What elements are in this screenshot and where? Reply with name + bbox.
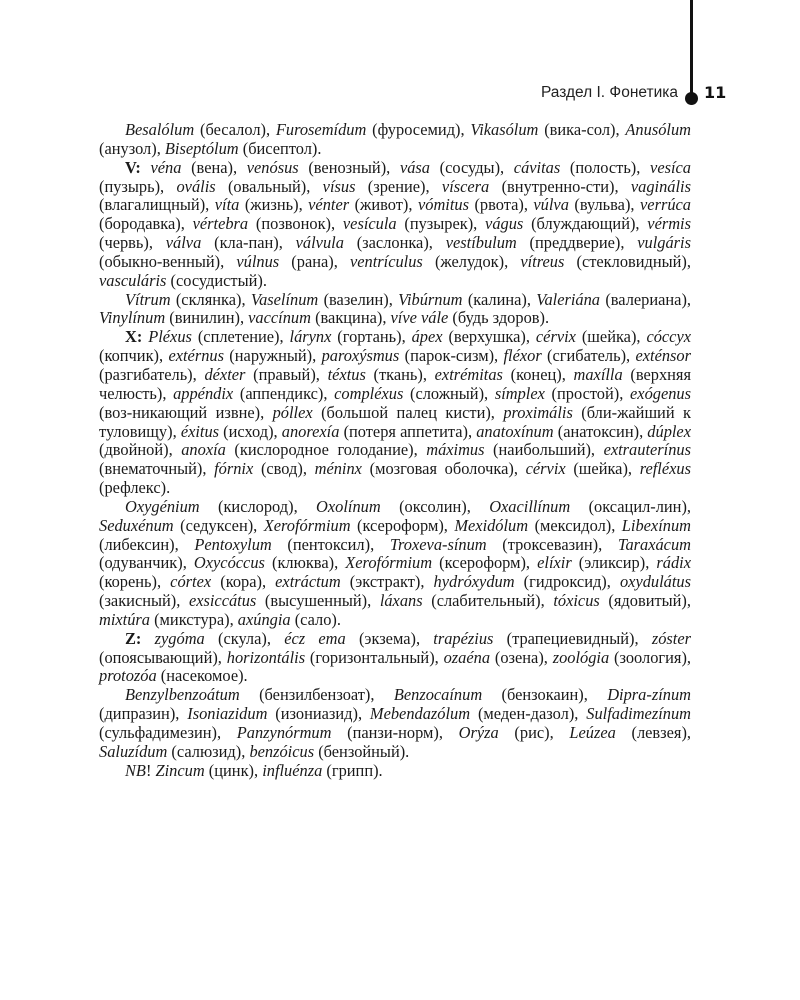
latin-term: ozaéna — [443, 647, 491, 667]
latin-term: venósus — [246, 157, 299, 177]
latin-term: vulgáris — [637, 233, 691, 253]
latin-term: ovális — [176, 176, 216, 196]
gloss-text: (салюзид), — [167, 741, 250, 761]
latin-term: horizontális — [226, 647, 306, 667]
paragraph — [99, 498, 691, 630]
gloss-text: (парок-сизм), — [399, 346, 504, 366]
gloss-text: (позвонок), — [248, 214, 343, 234]
latin-term: véna — [150, 157, 182, 177]
latin-term: verrúca — [640, 195, 691, 215]
gloss-text: (насекомое). — [156, 666, 248, 686]
gloss-text: (потеря аппетита), — [339, 421, 477, 441]
latin-term: cérvix — [535, 327, 576, 347]
gloss-text: (червь), — [99, 233, 166, 253]
latin-term: Besalólum — [125, 120, 195, 139]
latin-term: vesíca — [650, 157, 691, 177]
gloss-text: (пузырек), — [396, 214, 486, 234]
latin-term: Vikasólum — [470, 120, 539, 139]
latin-term: anatoxínum — [476, 421, 554, 441]
latin-term: Vaselínum — [250, 289, 319, 309]
latin-term: válvula — [295, 233, 344, 253]
page-number: 11 — [704, 83, 727, 102]
gloss-text: (венозный), — [298, 157, 400, 177]
gloss-text: (седуксен), — [173, 515, 264, 535]
latin-term: vesícula — [342, 214, 397, 234]
gloss-text: (дипразин), — [99, 704, 188, 724]
latin-term: víscera — [441, 176, 490, 196]
gloss-text: (левзея), — [615, 723, 692, 742]
paragraph — [99, 159, 691, 291]
gloss-text: (овальный), — [215, 176, 323, 196]
gloss-text: (аппендикс), — [233, 383, 335, 403]
latin-term: anoxía — [181, 440, 226, 460]
latin-term: écz ema — [284, 628, 346, 648]
latin-term: vestíbulum — [445, 233, 517, 253]
latin-term: Isoniazidum — [187, 704, 268, 724]
latin-term: hydróxydum — [433, 572, 515, 592]
gloss-text: (скула), — [204, 628, 285, 648]
latin-term: zygóma — [154, 628, 205, 648]
latin-term: extrauterínus — [603, 440, 691, 460]
margin-dot — [685, 92, 698, 105]
gloss-text: (горизонтальный), — [305, 647, 444, 667]
latin-term: elíxir — [537, 553, 572, 573]
gloss-text: (валериана), — [600, 289, 692, 309]
gloss-text: (желудок), — [422, 251, 521, 271]
gloss-text: (слабительный), — [422, 591, 554, 611]
gloss-text: (простой), — [544, 383, 631, 403]
latin-term: Seduxénum — [99, 515, 174, 535]
latin-term: protozóa — [99, 666, 157, 686]
gloss-text: (винилин), — [165, 308, 249, 328]
latin-term: éxitus — [180, 421, 220, 441]
gloss-text: (бесалол), — [194, 120, 276, 139]
gloss-text: (блуждающий), — [523, 214, 648, 234]
latin-term: compléxus — [334, 383, 404, 403]
gloss-text: (ксероформ), — [432, 553, 538, 573]
gloss-text: ! — [145, 760, 156, 780]
latin-term: méninx — [314, 459, 362, 479]
latin-term: cérvix — [525, 459, 566, 479]
gloss-text: (шейка), — [565, 459, 640, 479]
gloss-text: (разгибатель), — [99, 364, 205, 384]
latin-term: NB — [125, 760, 146, 780]
gloss-text: (сложный), — [403, 383, 495, 403]
gloss-text: (бензойный). — [314, 741, 410, 761]
latin-term: vísus — [322, 176, 356, 196]
gloss-text: (вика-сол), — [538, 120, 626, 139]
paragraph — [99, 121, 691, 159]
latin-term: Vinylínum — [99, 308, 166, 328]
gloss-text: (сосудистый). — [166, 270, 267, 290]
paragraph — [99, 762, 691, 781]
margin-rule — [690, 0, 693, 96]
latin-term: influénza — [262, 760, 323, 780]
latin-term: Dipra-zínum — [607, 685, 691, 705]
gloss-text: (вакцина), — [310, 308, 391, 328]
gloss-text: (свод), — [253, 459, 315, 479]
latin-term: maxílla — [573, 364, 623, 384]
gloss-text: (либексин), — [99, 534, 195, 554]
latin-term: vaginális — [630, 176, 691, 196]
latin-term: córtex — [170, 572, 212, 592]
latin-term: Sulfadimezínum — [586, 704, 691, 724]
gloss-text: (пентоксил), — [271, 534, 390, 554]
latin-term: Biseptólum — [164, 138, 239, 158]
latin-term: Valeriána — [536, 289, 601, 309]
gloss-text: (корень), — [99, 572, 171, 592]
latin-term: Oxygénium — [125, 496, 200, 516]
latin-term: Oxolínum — [316, 496, 381, 516]
gloss-text — [141, 629, 154, 648]
latin-term: víve vále — [390, 308, 449, 328]
latin-term: vérmis — [647, 214, 691, 234]
latin-term: Xerofórmium — [345, 553, 433, 573]
gloss-text: (сало). — [290, 609, 341, 629]
gloss-text: (сплетение), — [191, 327, 290, 347]
latin-term: Leúzea — [569, 723, 616, 742]
gloss-text: (сгибатель), — [541, 346, 636, 366]
gloss-text: (меден-дазол), — [470, 704, 587, 724]
latin-term: Oxycóccus — [193, 553, 265, 573]
gloss-text: (кислородное голодание), — [225, 440, 427, 460]
paragraph — [99, 328, 691, 498]
gloss-text: (преддверие), — [516, 233, 638, 253]
gloss-text: (гидроксид), — [514, 572, 620, 592]
gloss-text: (стекловидный), — [564, 251, 691, 271]
gloss-text: (панзи-норм), — [331, 723, 459, 742]
gloss-text: (грипп). — [322, 760, 383, 780]
latin-term: fórnix — [214, 459, 254, 479]
latin-term: vénter — [308, 195, 350, 215]
gloss-text: (внематочный), — [99, 459, 215, 479]
gloss-text: (конец), — [502, 364, 574, 384]
latin-term: víta — [214, 195, 240, 215]
body-text — [99, 121, 691, 781]
latin-term: Anusólum — [625, 120, 691, 139]
latin-term: Furosemídum — [275, 120, 367, 139]
paragraph — [99, 630, 691, 687]
latin-term: ventrículus — [349, 251, 423, 271]
latin-term: vása — [399, 157, 430, 177]
running-head: Раздел I. Фонетика — [540, 84, 678, 101]
latin-term: Mebendazólum — [369, 704, 471, 724]
latin-term: zoológia — [552, 647, 610, 667]
gloss-text: (сульфадимезин), — [99, 723, 237, 742]
latin-term: Benzocaínum — [393, 685, 483, 705]
gloss-text: (анатоксин), — [553, 421, 648, 441]
gloss-text: (копчик), — [99, 346, 169, 366]
latin-term: Mexidólum — [454, 515, 529, 535]
gloss-text: (наружный), — [223, 346, 322, 366]
latin-term: láxans — [379, 591, 423, 611]
gloss-text: (зрение), — [355, 176, 442, 196]
latin-term: extráctum — [275, 572, 341, 592]
gloss-text: (эликсир), — [571, 553, 657, 573]
gloss-text: (микстура), — [150, 609, 238, 629]
letter-heading: X: — [125, 327, 143, 347]
gloss-text: (ткань), — [365, 364, 435, 384]
latin-term: vértebra — [192, 214, 249, 234]
gloss-text: (калина), — [462, 289, 537, 309]
gloss-text: (верхняя челюсть), — [99, 364, 692, 403]
gloss-text: (фуросемид), — [366, 120, 471, 139]
latin-term: trapézius — [433, 628, 494, 648]
gloss-text: (одуванчик), — [99, 553, 194, 573]
latin-term: rádix — [656, 553, 691, 573]
gloss-text: (изониазид), — [267, 704, 370, 724]
latin-term: refléxus — [639, 459, 691, 479]
gloss-text: (бензокаин), — [482, 685, 608, 705]
gloss-text: (оксацил-лин), — [570, 496, 692, 516]
gloss-text: (троксевазин), — [486, 534, 618, 554]
latin-term: axúngia — [237, 609, 291, 629]
latin-term: vítreus — [520, 251, 565, 271]
gloss-text: (клюква), — [264, 553, 346, 573]
gloss-text: (закисный), — [99, 591, 189, 611]
gloss-text: (ксероформ), — [350, 515, 455, 535]
gloss-text: (вульва), — [568, 195, 641, 215]
gloss-text: (бисептол). — [238, 138, 322, 158]
latin-term: máximus — [426, 440, 485, 460]
gloss-text: (жизнь), — [239, 195, 309, 215]
latin-term: paroxýsmus — [321, 346, 400, 366]
gloss-text: (обыкно-венный), — [99, 251, 237, 271]
latin-term: appéndix — [173, 383, 234, 403]
latin-term: anorexía — [281, 421, 340, 441]
gloss-text: (полость), — [560, 157, 651, 177]
gloss-text: (анузол), — [99, 138, 165, 158]
latin-term: cávitas — [513, 157, 561, 177]
latin-term: Pentoxylum — [194, 534, 272, 554]
letter-heading: Z: — [125, 628, 142, 648]
paragraph — [99, 291, 691, 329]
gloss-text: (цинк), — [204, 760, 263, 780]
latin-term: Xerofórmium — [263, 515, 351, 535]
latin-term: exsiccátus — [188, 591, 257, 611]
latin-term: téxtus — [327, 364, 366, 384]
gloss-text: (правый), — [245, 364, 328, 384]
gloss-text: (гортань), — [331, 327, 412, 347]
latin-term: Orýza — [458, 723, 499, 742]
latin-term: extérnus — [168, 346, 224, 366]
gloss-text: (бородавка), — [99, 214, 193, 234]
gloss-text: (заслонка), — [343, 233, 446, 253]
gloss-text: (кислород), — [199, 496, 317, 516]
latin-term: extrémitas — [434, 364, 503, 384]
latin-term: déxter — [204, 364, 246, 384]
gloss-text: (будь здоров). — [448, 308, 550, 328]
latin-term: Panzynórmum — [236, 723, 332, 742]
gloss-text: (зоология), — [609, 647, 692, 667]
latin-term: Troxeva-sínum — [389, 534, 487, 554]
gloss-text: (бензилбензоат), — [239, 685, 394, 705]
gloss-text: (наибольший), — [484, 440, 604, 460]
latin-term: Libexínum — [621, 515, 691, 535]
latin-term: proximális — [503, 402, 573, 422]
gloss-text: (сосуды), — [429, 157, 514, 177]
gloss-text: (кора), — [211, 572, 276, 592]
latin-term: válva — [165, 233, 202, 253]
latin-term: símplex — [494, 383, 545, 403]
gloss-text: (рана), — [279, 251, 350, 271]
gloss-text: (высушенный), — [256, 591, 380, 611]
gloss-text: (рис), — [498, 723, 570, 742]
latin-term: benzóicus — [249, 741, 315, 761]
gloss-text: (ядовитый), — [599, 591, 691, 611]
gloss-text: (двойной), — [99, 440, 182, 460]
latin-term: Saluzídum — [99, 741, 168, 761]
gloss-text: (склянка), — [170, 289, 251, 309]
latin-term: oxydulátus — [619, 572, 691, 592]
latin-term: vágus — [485, 214, 524, 234]
latin-term: exógenus — [630, 383, 692, 403]
latin-term: tóxicus — [553, 591, 600, 611]
latin-term: póllex — [272, 402, 313, 422]
gloss-text: (трапециевидный), — [493, 628, 652, 648]
gloss-text: (рвота), — [468, 195, 534, 215]
latin-term: Vibúrnum — [398, 289, 463, 309]
latin-term: vúlnus — [236, 251, 280, 271]
latin-term: Taraxácum — [617, 534, 691, 554]
paragraph — [99, 686, 691, 761]
latin-term: Benzylbenzoátum — [125, 685, 240, 705]
latin-term: Vítrum — [125, 289, 171, 309]
gloss-text: (живот), — [349, 195, 418, 215]
gloss-text: (вазелин), — [318, 289, 399, 309]
latin-term: lárynx — [289, 327, 332, 347]
gloss-text: (оксолин), — [380, 496, 490, 516]
latin-term: vúlva — [533, 195, 569, 215]
latin-term: vaccínum — [248, 308, 311, 328]
latin-term: Oxacillínum — [489, 496, 571, 516]
latin-term: exténsor — [635, 346, 691, 366]
gloss-text: (опоясывающий), — [99, 647, 227, 667]
gloss-text: (верхушка), — [442, 327, 536, 347]
gloss-text: (рефлекс). — [99, 478, 171, 498]
gloss-text: (мозговая оболочка), — [361, 459, 526, 479]
latin-term: mixtúra — [99, 609, 150, 629]
gloss-text: (шейка), — [575, 327, 647, 347]
gloss-text: (экстракт), — [340, 572, 434, 592]
latin-term: vómitus — [417, 195, 469, 215]
gloss-text: (большой палец кисти), — [312, 402, 504, 422]
gloss-text: (исход), — [219, 421, 282, 441]
latin-term: Zincum — [155, 760, 205, 780]
gloss-text: (воз-никающий извне), — [99, 402, 273, 422]
latin-term: dúplex — [647, 421, 691, 441]
latin-term: vasculáris — [99, 270, 167, 290]
gloss-text: (кла-пан), — [201, 233, 296, 253]
latin-term: ápex — [411, 327, 443, 347]
gloss-text: (внутренно-сти), — [489, 176, 631, 196]
gloss-text: (пузырь), — [99, 176, 177, 196]
gloss-text: (озена), — [490, 647, 553, 667]
gloss-text: (экзема), — [345, 628, 434, 648]
gloss-text: (мексидол), — [528, 515, 622, 535]
gloss-text: (вена), — [181, 157, 247, 177]
latin-term: zóster — [651, 628, 691, 648]
letter-heading: V: — [125, 157, 141, 177]
latin-term: fléxor — [503, 346, 542, 366]
latin-term: cóccyx — [646, 327, 692, 347]
gloss-text: (влагалищный), — [99, 195, 215, 215]
gloss-text: (бли-жайший к туловищу), — [99, 402, 691, 441]
latin-term: Pléxus — [148, 327, 192, 347]
